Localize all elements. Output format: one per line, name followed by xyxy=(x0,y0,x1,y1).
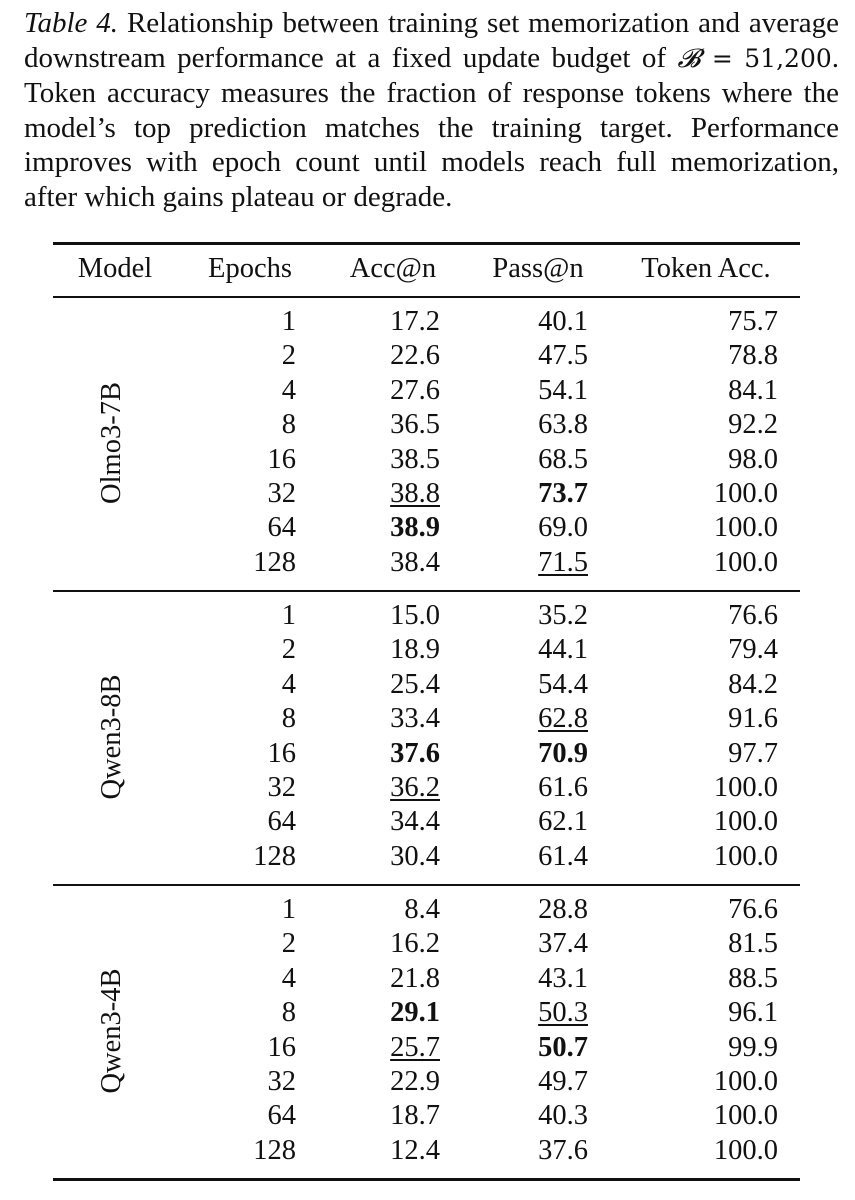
acc-at-n-cell: 38.9 xyxy=(390,512,440,544)
token-acc-cell: 99.9 xyxy=(728,1031,778,1063)
pass-at-n-cell: 43.1 xyxy=(538,962,588,994)
acc-at-n-cell: 17.2 xyxy=(390,306,440,337)
token-acc-cell: 88.5 xyxy=(728,962,778,994)
epochs-cell: 8 xyxy=(281,997,296,1029)
epochs-cell: 8 xyxy=(281,409,296,441)
pass-at-n-cell: 63.8 xyxy=(538,409,588,441)
pass-at-n-cell: 54.4 xyxy=(538,668,588,700)
acc-at-n-cell: 27.6 xyxy=(390,374,440,406)
acc-at-n-cell: 25.7 xyxy=(390,1031,440,1063)
pass-at-n-cell: 40.3 xyxy=(538,1100,588,1132)
token-acc-cell: 100.0 xyxy=(713,840,778,872)
pass-at-n-cell: 49.7 xyxy=(538,1066,588,1097)
token-acc-cell: 100.0 xyxy=(713,806,778,838)
epochs-cell: 64 xyxy=(267,512,296,544)
token-acc-cell: 79.4 xyxy=(728,634,778,666)
acc-at-n-cell: 22.9 xyxy=(390,1066,440,1097)
token-acc-cell: 75.7 xyxy=(728,306,778,337)
token-acc-cell: 76.6 xyxy=(728,894,778,925)
acc-at-n-cell: 16.2 xyxy=(390,928,440,960)
table-top-rule xyxy=(53,242,800,245)
acc-at-n-cell: 38.5 xyxy=(390,443,440,475)
pass-at-n-cell: 47.5 xyxy=(538,340,588,372)
token-acc-cell: 100.0 xyxy=(713,1100,778,1132)
table-bottom-rule xyxy=(53,1178,800,1181)
pass-at-n-cell: 28.8 xyxy=(538,894,588,925)
epochs-cell: 2 xyxy=(281,928,296,960)
epochs-cell: 4 xyxy=(281,668,296,700)
header-model: Model xyxy=(77,253,153,284)
epochs-cell: 2 xyxy=(281,340,296,372)
epochs-cell: 1 xyxy=(281,306,296,337)
pass-at-n-cell: 70.9 xyxy=(538,737,588,769)
acc-at-n-cell: 18.7 xyxy=(390,1100,440,1132)
epochs-cell: 1 xyxy=(281,600,296,631)
caption-text-part2: . Token accuracy measures the fraction of response tokens where the model’s top prediction matches the training target. Performance improves with epoch count until models reach full memorization, after which gains plateau or degrade. xyxy=(24,41,840,213)
pass-at-n-cell: 62.8 xyxy=(538,703,588,735)
epochs-cell: 4 xyxy=(281,374,296,406)
pass-at-n-cell: 37.6 xyxy=(538,1134,588,1166)
token-acc-cell: 78.8 xyxy=(728,340,778,372)
epochs-cell: 8 xyxy=(281,703,296,735)
pass-at-n-cell: 37.4 xyxy=(538,928,588,960)
header-epochs: Epochs xyxy=(208,253,292,284)
budget-symbol: 𝓑 xyxy=(677,43,701,74)
acc-at-n-cell: 12.4 xyxy=(390,1134,440,1166)
header-token-accuracy: Token Acc. xyxy=(641,253,771,284)
group-separator-rule xyxy=(53,590,800,592)
epochs-cell: 64 xyxy=(267,806,296,838)
acc-at-n-cell: 33.4 xyxy=(390,703,440,735)
acc-at-n-cell: 21.8 xyxy=(390,962,440,994)
acc-at-n-cell: 34.4 xyxy=(390,806,440,838)
acc-at-n-cell: 29.1 xyxy=(390,997,440,1029)
pass-at-n-cell: 40.1 xyxy=(538,306,588,337)
acc-at-n-cell: 30.4 xyxy=(390,840,440,872)
group-separator-rule xyxy=(53,884,800,886)
epochs-cell: 128 xyxy=(253,840,296,872)
pass-at-n-cell: 68.5 xyxy=(538,443,588,475)
epochs-cell: 64 xyxy=(267,1100,296,1132)
epochs-cell: 1 xyxy=(281,894,296,925)
table-caption xyxy=(24,6,839,214)
acc-at-n-cell: 36.2 xyxy=(390,772,440,803)
acc-at-n-cell: 25.4 xyxy=(390,668,440,700)
pass-at-n-cell: 73.7 xyxy=(538,478,588,509)
token-acc-cell: 100.0 xyxy=(713,546,778,578)
epochs-cell: 32 xyxy=(267,478,296,509)
model-group-label: Qwen3-4B xyxy=(96,968,127,1094)
pass-at-n-cell: 61.6 xyxy=(538,772,588,803)
epochs-cell: 128 xyxy=(253,1134,296,1166)
pass-at-n-cell: 35.2 xyxy=(538,600,588,631)
acc-at-n-cell: 18.9 xyxy=(390,634,440,666)
model-group-label: Qwen3-8B xyxy=(96,674,127,800)
token-acc-cell: 100.0 xyxy=(713,512,778,544)
token-acc-cell: 84.1 xyxy=(728,374,778,406)
epochs-cell: 128 xyxy=(253,546,296,578)
token-acc-cell: 76.6 xyxy=(728,600,778,631)
token-acc-cell: 92.2 xyxy=(728,409,778,441)
header-acc-at-n: Acc@n xyxy=(349,253,437,284)
budget-value: 51,200 xyxy=(744,43,832,73)
token-acc-cell: 96.1 xyxy=(728,997,778,1029)
epochs-cell: 16 xyxy=(267,1031,296,1063)
acc-at-n-cell: 37.6 xyxy=(390,737,440,769)
pass-at-n-cell: 61.4 xyxy=(538,840,588,872)
epochs-cell: 16 xyxy=(267,737,296,769)
header-pass-at-n: Pass@n xyxy=(492,253,584,284)
budget-equals: = xyxy=(711,43,733,73)
header-rule xyxy=(53,296,800,298)
token-acc-cell: 81.5 xyxy=(728,928,778,960)
pass-at-n-cell: 50.7 xyxy=(538,1031,588,1063)
token-acc-cell: 84.2 xyxy=(728,668,778,700)
epochs-cell: 32 xyxy=(267,1066,296,1097)
pass-at-n-cell: 44.1 xyxy=(538,634,588,666)
token-acc-cell: 91.6 xyxy=(728,703,778,735)
acc-at-n-cell: 38.8 xyxy=(390,478,440,509)
pass-at-n-cell: 62.1 xyxy=(538,806,588,838)
token-acc-cell: 100.0 xyxy=(713,1066,778,1097)
pass-at-n-cell: 71.5 xyxy=(538,546,588,578)
token-acc-cell: 100.0 xyxy=(713,772,778,803)
epochs-cell: 32 xyxy=(267,772,296,803)
token-acc-cell: 98.0 xyxy=(728,443,778,475)
acc-at-n-cell: 38.4 xyxy=(390,546,440,578)
caption-text-part1: Relationship between training set memorization and average downstream performance at a fixed update budget of xyxy=(24,7,840,74)
acc-at-n-cell: 36.5 xyxy=(390,409,440,441)
token-acc-cell: 97.7 xyxy=(728,737,778,769)
acc-at-n-cell: 22.6 xyxy=(390,340,440,372)
acc-at-n-cell: 8.4 xyxy=(404,894,440,925)
token-acc-cell: 100.0 xyxy=(713,1134,778,1166)
pass-at-n-cell: 50.3 xyxy=(538,997,588,1029)
pass-at-n-cell: 54.1 xyxy=(538,374,588,406)
epochs-cell: 2 xyxy=(281,634,296,666)
pass-at-n-cell: 69.0 xyxy=(538,512,588,544)
model-group-label: Olmo3-7B xyxy=(96,381,127,504)
epochs-cell: 4 xyxy=(281,962,296,994)
table-label: Table 4. xyxy=(24,7,119,39)
token-acc-cell: 100.0 xyxy=(713,478,778,509)
epochs-cell: 16 xyxy=(267,443,296,475)
acc-at-n-cell: 15.0 xyxy=(390,600,440,631)
